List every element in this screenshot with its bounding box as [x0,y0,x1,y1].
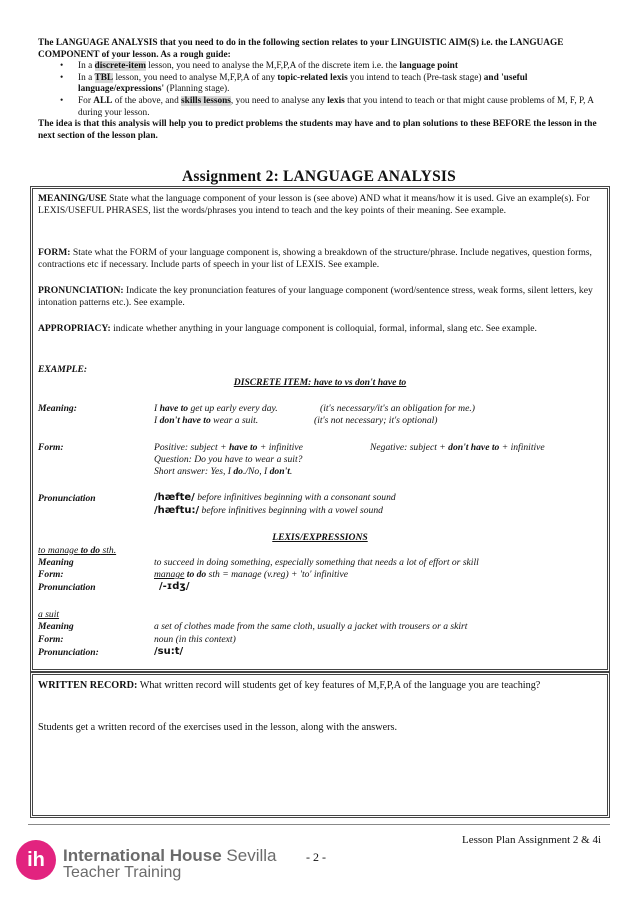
intro-bullet-3: • For ALL of the above, and skills lessons, you need to analyse any lexis that you intend to teach or that might cause problems of M, F, P, A during your lesson. [38,96,598,119]
meaning-example-2: I don't have to wear a suit. [154,415,259,426]
meaning-section: MEANING/USE State what the language component of your lesson is (see above) AND what it means/how it is used. Give an example(s). For LEXIS/USEFUL PHRASES, list the words/phrases you intend to teach and the key points of their meaning. See example. [38,193,590,216]
page-title: Assignment 2: LANGUAGE ANALYSIS [182,168,456,185]
appropriacy-section: APPROPRIACY: indicate whether anything in your language component is colloquial, formal, informal, slang etc. See example. [38,323,537,334]
lexis-1-form-label: Form: [38,569,64,580]
lexis-1-pron-label: Pronunciation [38,582,96,593]
lexis-1-form: manage to do sth = manage (v.reg) + 'to' infinitive [154,569,348,580]
meaning-note-1: (it's necessary/it's an obligation for me.) [320,403,475,414]
ih-logo-icon: ih [16,840,56,880]
lexis-2-pron: /su:t/ [154,646,184,657]
intro-bullet-2: • In a TBL lesson, you need to analyse M,F,P,A of any topic-related lexis you intend to teach (Pre-task stage) and 'useful language/expressions' (Planning stage). [38,73,598,96]
lexis-2-form-label: Form: [38,634,64,645]
lexis-1-meaning: to succeed in doing something, especially something that needs a lot of effort or skill [154,557,479,568]
brand-subtitle: Teacher Training [63,864,182,881]
intro-paragraph-2: The idea is that this analysis will help you to predict problems the students may have and to plan solutions to these BEFORE the lesson in the next section of the lesson plan. [38,119,597,141]
meaning-row-label: Meaning: [38,403,77,414]
form-row-label: Form: [38,442,64,453]
written-record-answer: Students get a written record of the exercises used in the lesson, along with the answers. [38,722,398,733]
pronunciation-row-label: Pronunciation [38,493,96,504]
lexis-2-meaning-label: Meaning [38,621,74,632]
footer-divider [28,824,610,825]
lexis-item-2-heading: a suit [38,609,60,620]
page-number: - 2 - [306,850,326,864]
intro-block [38,38,598,142]
form-question: Question: Do you have to wear a suit? [154,454,303,465]
discrete-item-heading: DISCRETE ITEM: have to vs don't have to [233,377,407,388]
pronunciation-1: /hæfte/ before infinitives beginning with a consonant sound [154,492,396,503]
intro-paragraph: The LANGUAGE ANALYSIS that you need to do in the following section relates to your LINGUISTIC AIM(S) i.e. the LANGUAGE COMPONENT of your lesson. As a rough guide: [38,38,564,60]
intro-list [38,61,598,119]
meaning-note-2: (it's not necessary; it's optional) [314,415,438,426]
pronunciation-section: PRONUNCIATION: Indicate the key pronunciation features of your language component (word/sentence stress, weak forms, silent letters, key intonation patterns etc.). See example. [38,285,593,308]
form-positive: Positive: subject + have to + infinitive [154,442,303,453]
lexis-2-pron-label: Pronunciation: [38,647,99,658]
footer-assignment-label: Lesson Plan Assignment 2 & 4i [461,834,601,846]
lexis-item-1-heading: to manage to do sth. [38,545,117,556]
written-record-box [30,672,610,818]
meaning-example-1: I have to get up early every day. [154,403,278,414]
lexis-1-pron: /-ɪdʒ/ [159,581,190,592]
form-section: FORM: State what the FORM of your language component is, showing a breakdown of the structure/phrase. Include negatives, question forms, contractions etc if necessary. Include parts of speech in your list of LEXIS. See example. [38,247,592,270]
brand-name: International House Sevilla [63,846,277,865]
lexis-2-meaning: a set of clothes made from the same cloth, usually a jacket with trousers or a skirt [154,621,468,632]
example-label: EXAMPLE: [38,364,88,375]
pronunciation-2: /hæftu:/ before infinitives beginning with a vowel sound [154,505,383,516]
written-record-question: WRITTEN RECORD: What written record will students get of key features of M,F,P,A of the language you are teaching? [38,680,541,691]
language-analysis-box [30,186,610,672]
form-negative: Negative: subject + don't have to + infinitive [370,442,545,453]
intro-bullet-1: • In a discrete-item lesson, you need to analyse the M,F,P,A of the discrete item i.e. the language point [38,61,598,73]
lexis-heading: LEXIS/EXPRESSIONS [272,532,368,543]
lexis-1-meaning-label: Meaning [38,557,74,568]
lexis-2-form: noun (in this context) [154,634,236,645]
form-short-answer: Short answer: Yes, I do./No, I don't. [154,466,293,477]
